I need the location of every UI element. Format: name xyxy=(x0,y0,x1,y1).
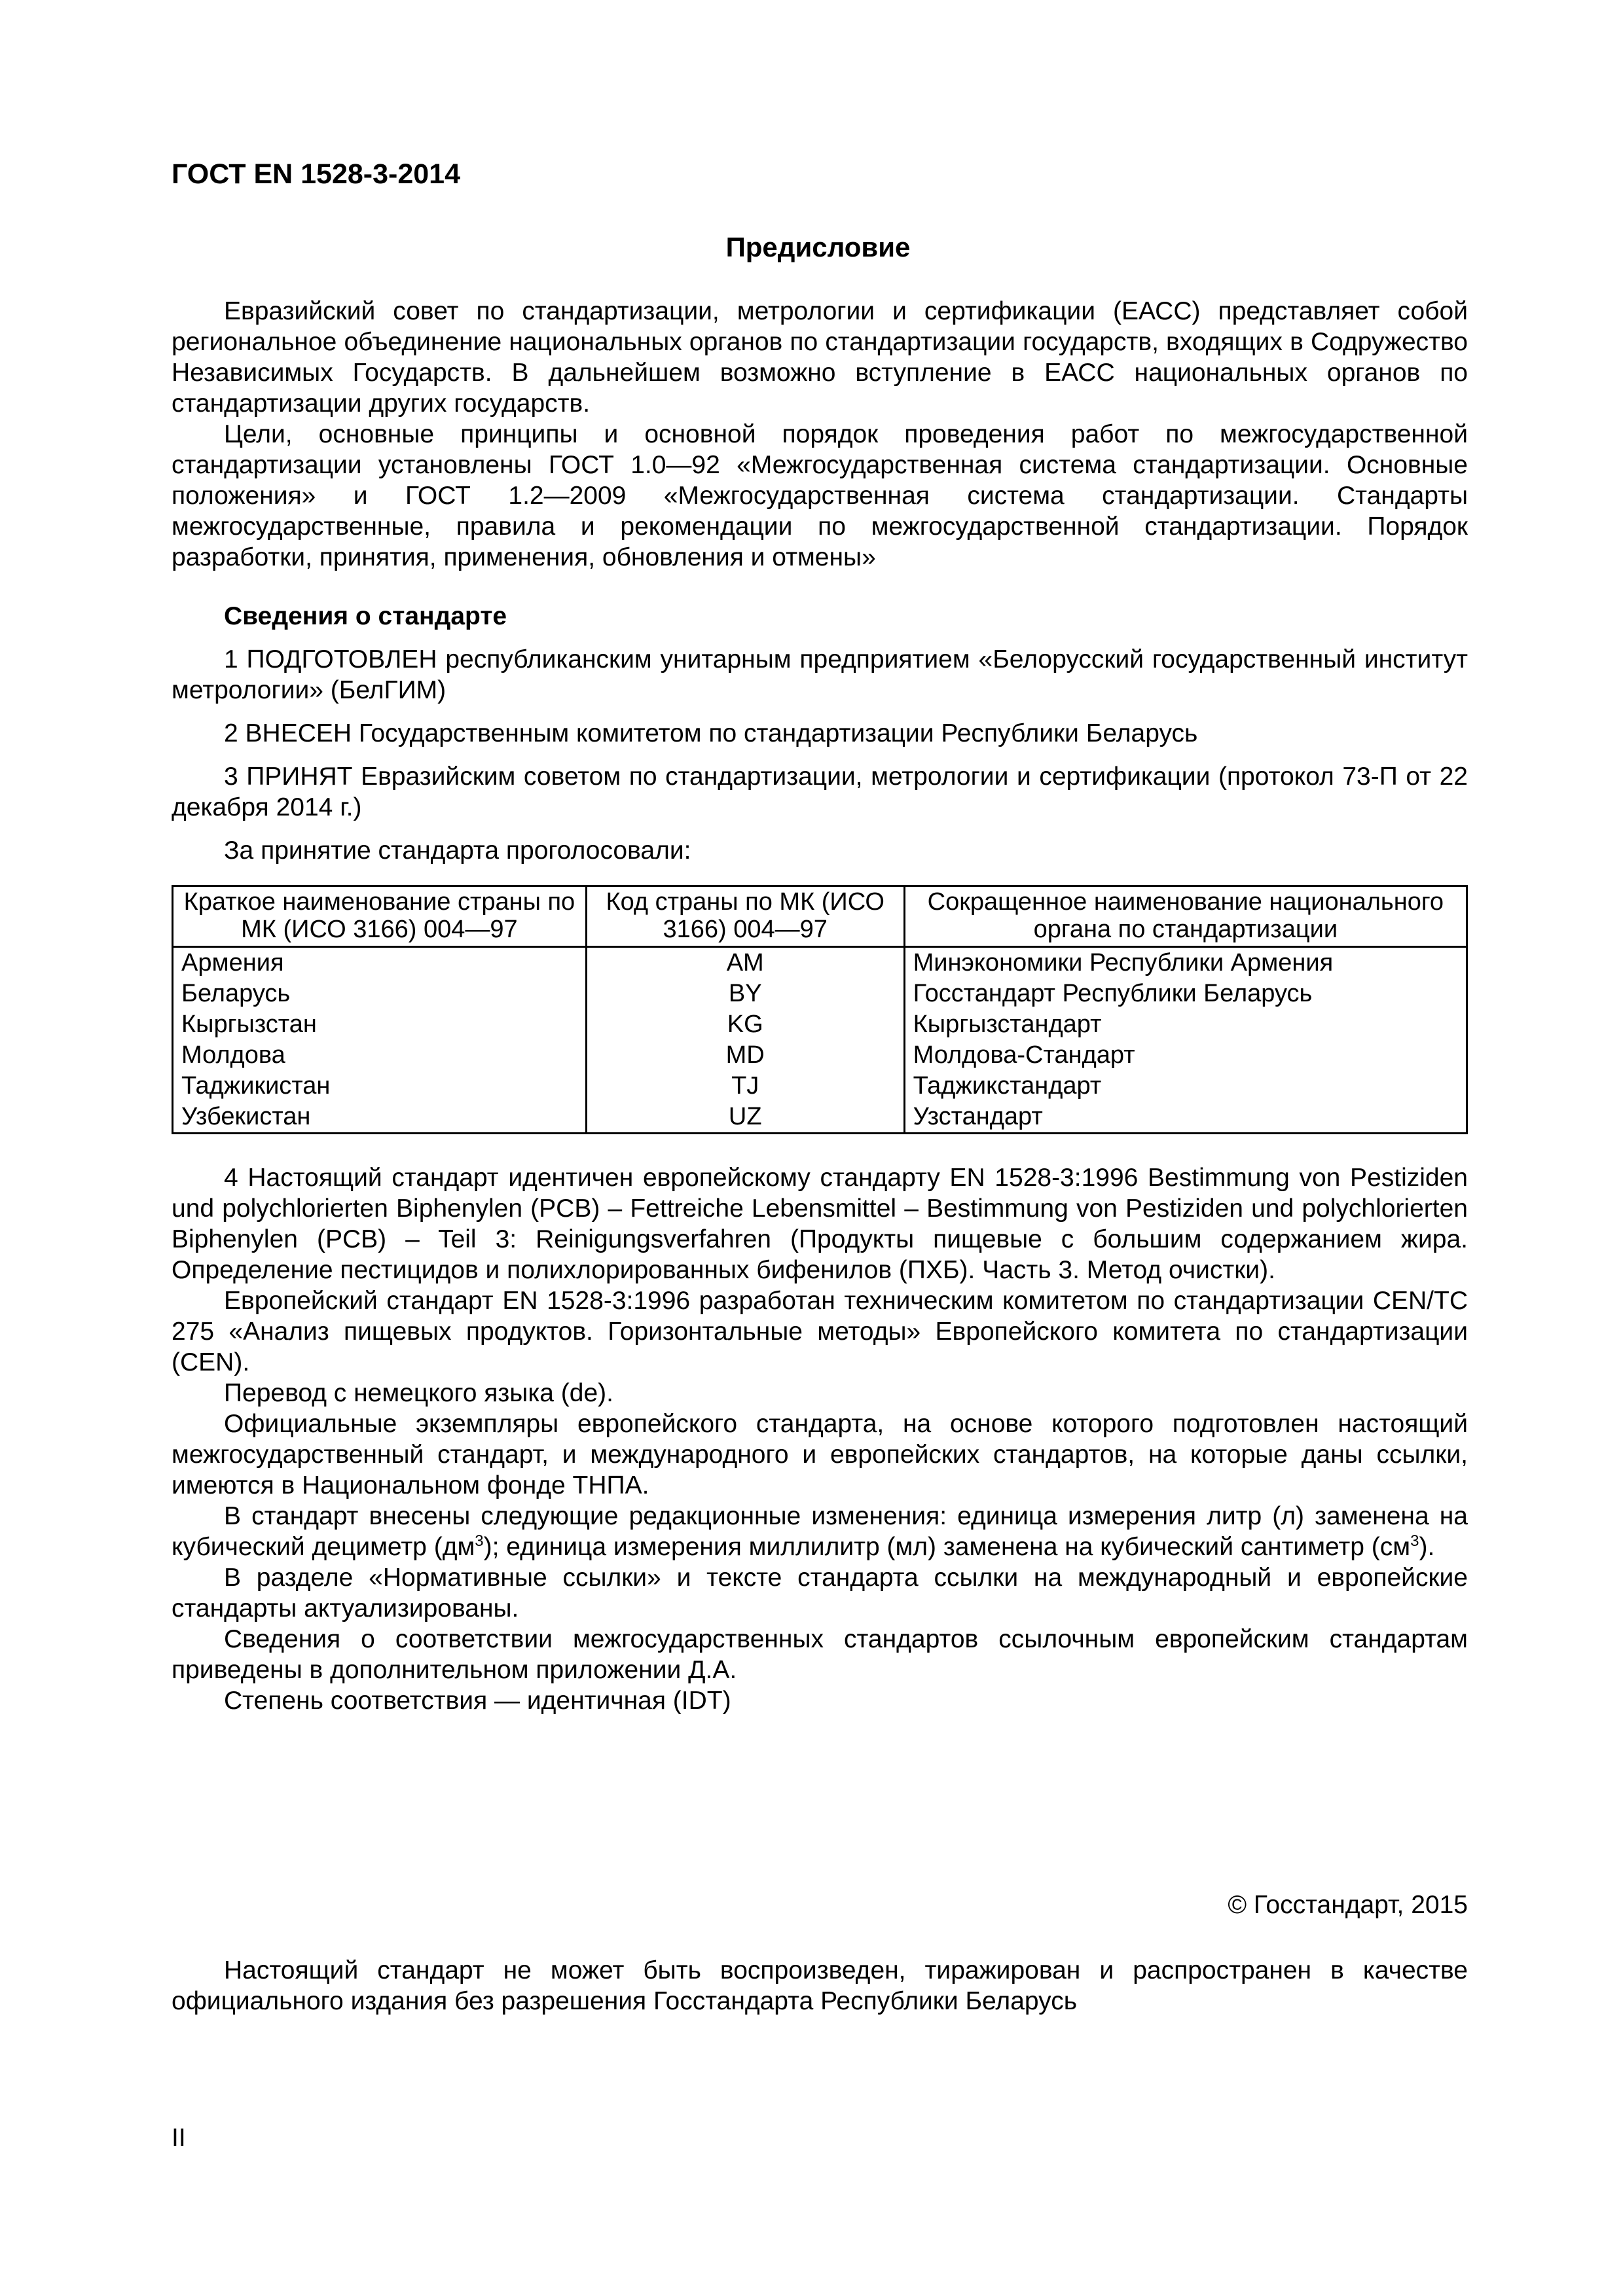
country-cell: Узбекистан xyxy=(173,1102,587,1134)
table-row xyxy=(173,1071,1467,1102)
conformity-degree-paragraph: Степень соответствия — идентичная (IDT) xyxy=(224,1687,731,1715)
editorial-changes-part-2: ); единица измерения миллилитр (мл) заменена на кубический сантиметр (см xyxy=(483,1533,1411,1561)
country-cell: Кыргызстан xyxy=(173,1009,587,1040)
body-cell: Кыргызстандарт xyxy=(904,1009,1467,1040)
notice-block xyxy=(172,1955,1468,2017)
body-cell: Таджикстандарт xyxy=(904,1071,1467,1102)
editorial-changes-paragraph xyxy=(172,1501,1468,1562)
info-item-3: 3 ПРИНЯТ Евразийским советом по стандартизации, метрологии и сертификации (протокол 73-П от 22 декабря 2014 г.) xyxy=(172,762,1468,821)
info-item-2-block xyxy=(172,718,1468,749)
table-row xyxy=(173,1009,1467,1040)
body-cell: Госстандарт Республики Беларусь xyxy=(904,978,1467,1009)
editorial-changes-part-1: В стандарт внесены следующие редакционные изменения: единица измерения литр (л) заменена на кубический дециметр (дм xyxy=(172,1502,1468,1561)
superscript-3: 3 xyxy=(475,1532,484,1550)
intro-section xyxy=(172,296,1468,573)
reproduction-notice: Настоящий стандарт не может быть воспроизведен, тиражирован и распространен в качестве официального издания без разрешения Госстандарта Республики Беларусь xyxy=(172,1956,1468,2015)
code-cell: TJ xyxy=(586,1071,904,1102)
code-cell: AM xyxy=(586,947,904,979)
body-cell: Молдова-Стандарт xyxy=(904,1040,1467,1071)
code-cell: KG xyxy=(586,1009,904,1040)
translation-paragraph: Перевод с немецкого языка (de). xyxy=(224,1379,613,1407)
body-cell: Минэкономики Республики Армения xyxy=(904,947,1467,979)
intro-paragraph-2: Цели, основные принципы и основной порядок проведения работ по межгосударственной стандартизации установлены ГОСТ 1.0—92 «Межгосударственная система стандартизации. Основные положения» и ГОСТ 1.2—2009 «Межгосударственная система стандартизации. Стандарты межгосударственные, правила и рекомендации по межгосударственной стандартизации. Порядок разработки, принятия, применения, обновления и отмены» xyxy=(172,420,1468,571)
country-cell: Молдова xyxy=(173,1040,587,1071)
official-copies-paragraph: Официальные экземпляры европейского стандарта, на основе которого подготовлен настоящий межгосударственный стандарт, и международного и европейских стандартов, на которые даны ссылки, имеются в Национальном фонде ТНПА. xyxy=(172,1410,1468,1499)
country-cell: Таджикистан xyxy=(173,1071,587,1102)
normative-refs-paragraph: В разделе «Нормативные ссылки» и тексте стандарта ссылки на международный и европейские стандарты актуализированы. xyxy=(172,1564,1468,1623)
voted-line-block xyxy=(172,835,1468,866)
table-row xyxy=(173,1102,1467,1134)
info-heading-block xyxy=(172,601,1468,632)
info-item-3-block xyxy=(172,761,1468,823)
country-cell: Беларусь xyxy=(173,978,587,1009)
code-cell: MD xyxy=(586,1040,904,1071)
code-cell: BY xyxy=(586,978,904,1009)
european-standard-paragraph: Европейский стандарт EN 1528-3:1996 разработан техническим комитетом по стандартизации CEN/TC 275 «Анализ пищевых продуктов. Горизонтальные методы» Европейского комитета по стандартизации (CEN). xyxy=(172,1287,1468,1376)
info-item-1-block xyxy=(172,644,1468,706)
info-heading: Сведения о стандарте xyxy=(224,602,507,630)
info-item-1: 1 ПОДГОТОВЛЕН республиканским унитарным предприятием «Белорусский государственный институт метрологии» (БелГИМ) xyxy=(172,645,1468,704)
voting-table xyxy=(172,885,1468,1134)
voted-line: За принятие стандарта проголосовали: xyxy=(224,836,691,865)
country-cell: Армения xyxy=(173,947,587,979)
document-code: ГОСТ EN 1528-3-2014 xyxy=(172,158,461,190)
info-item-2: 2 ВНЕСЕН Государственным комитетом по стандартизации Республики Беларусь xyxy=(224,719,1198,747)
table-row xyxy=(173,1040,1467,1071)
page-title: Предисловие xyxy=(725,232,911,262)
body-cell: Узстандарт xyxy=(904,1102,1467,1134)
superscript-3: 3 xyxy=(1410,1532,1419,1550)
intro-paragraph-1: Евразийский совет по стандартизации, метрологии и сертификации (ЕАСС) представляет собой региональное объединение национальных органов по стандартизации государств, входящих в Содружество Независимых Государств. В дальнейшем возможно вступление в ЕАСС национальных органов по стандартизации других государств. xyxy=(172,297,1468,418)
table-header-body: Сокращенное наименование национального органа по стандартизации xyxy=(904,886,1467,947)
table-header-country: Краткое наименование страны по МК (ИСО 3166) 004—97 xyxy=(173,886,587,947)
table-row xyxy=(173,978,1467,1009)
copyright-line: © Госстандарт, 2015 xyxy=(1228,1891,1468,1919)
table-header-code: Код страны по МК (ИСО 3166) 004—97 xyxy=(586,886,904,947)
item-4-section xyxy=(172,1162,1468,1716)
item-4-paragraph: 4 Настоящий стандарт идентичен европейскому стандарту EN 1528-3:1996 Bestimmung von Pestiziden und polychlorierten Biphenylen (PCB) – Fettreiche Lebensmittel – Bestimmung von Pestiziden und polychlorierten Biphenylen (PCB) – Teil 3: Reinigungsverfahren (Продукты пищевые с большим содержанием жира. Определение пестицидов и полихлорированных бифенилов (ПХБ). Часть 3. Метод очистки). xyxy=(172,1164,1468,1284)
page-number: II xyxy=(172,2124,186,2152)
code-cell: UZ xyxy=(586,1102,904,1134)
editorial-changes-part-3: ). xyxy=(1419,1533,1435,1561)
conformity-info-paragraph: Сведения о соответствии межгосударственных стандартов ссылочным европейским стандартам приведены в дополнительном приложении Д.А. xyxy=(172,1625,1468,1684)
table-header-row xyxy=(173,886,1467,947)
table-row xyxy=(173,947,1467,979)
